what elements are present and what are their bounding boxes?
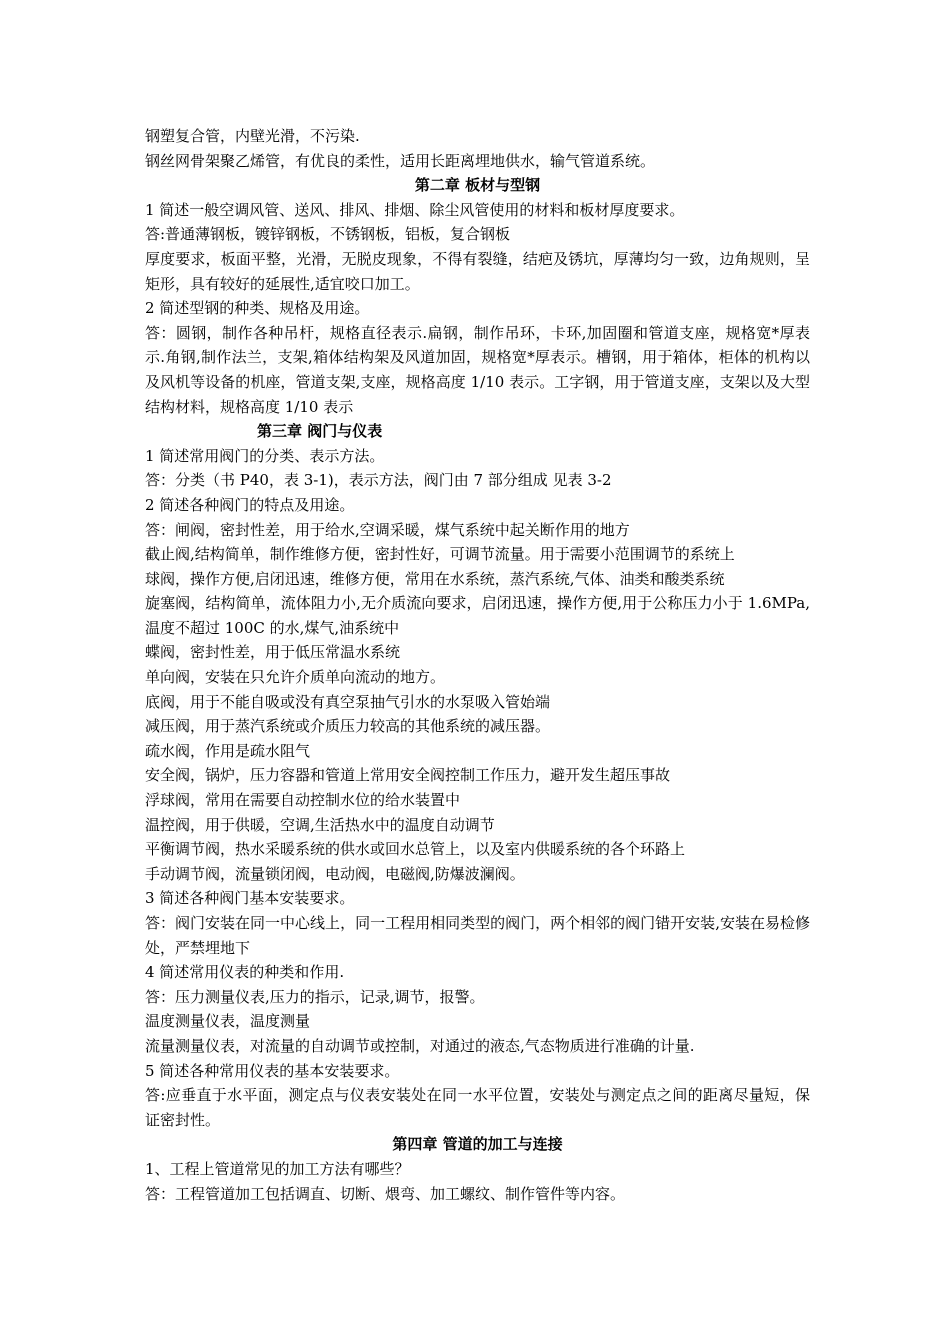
answer: 答：分类（书 P40，表 3-1)，表示方法，阀门由 7 部分组成 见表 3-2 — [145, 471, 612, 490]
answer: 答：闸阀，密封性差，用于给水,空调采暖，煤气系统中起关断作用的地方 — [145, 520, 630, 539]
answer-paragraph: 厚度要求，板面平整，光滑，无脱皮现象，不得有裂缝，结疤及锈坑，厚薄均匀一致，边角规则，呈矩形，具有较好的延展性,适宜咬口加工。 — [145, 249, 810, 293]
valve-item: 温控阀，用于供暖，空调,生活热水中的温度自动调节 — [145, 815, 495, 834]
question: 1、工程上管道常见的加工方法有哪些？ — [145, 1159, 410, 1178]
valve-item: 单向阀，安装在只允许介质单向流动的地方。 — [145, 668, 446, 687]
question: 2 简述型钢的种类、规格及用途。 — [145, 299, 370, 318]
valve-item: 平衡调节阀，热水采暖系统的供水或回水总管上，以及室内供暖系统的各个环路上 — [145, 840, 686, 859]
text-line: 温度测量仪表，温度测量 — [145, 1012, 311, 1031]
valve-item: 蝶阀，密封性差，用于低压常温水系统 — [145, 643, 401, 662]
question: 2 简述各种阀门的特点及用途。 — [145, 495, 355, 514]
question: 1 简述常用阀门的分类、表示方法。 — [145, 446, 385, 465]
answer: 答：压力测量仪表,压力的指示，记录,调节，报警。 — [145, 987, 485, 1006]
chapter-2-heading: 第二章 板材与型钢 — [414, 176, 541, 195]
document-body — [145, 124, 810, 1206]
valve-item: 减压阀，用于蒸汽系统或介质压力较高的其他系统的减压器。 — [145, 717, 551, 736]
text-line: 钢塑复合管，内壁光滑，不污染. — [145, 127, 360, 145]
question: 3 简述各种阀门基本安装要求。 — [145, 889, 355, 908]
answer-paragraph: 答:应垂直于水平面，测定点与仪表安装处在同一水平位置，安装处与测定点之间的距离尽量短，保证密封性。 — [145, 1086, 810, 1129]
valve-item: 球阀，操作方便,启闭迅速，维修方便，常用在水系统，蒸汽系统,气体、油类和酸类系统 — [145, 569, 725, 588]
valve-item: 疏水阀，作用是疏水阻气 — [145, 741, 311, 760]
valve-item: 浮球阀，常用在需要自动控制水位的给水装置中 — [145, 791, 461, 810]
chapter-4-heading: 第四章 管道的加工与连接 — [392, 1135, 563, 1154]
question: 1 简述一般空调风管、送风、排风、排烟、除尘风管使用的材料和板材厚度要求。 — [145, 200, 685, 219]
text-line: 流量测量仪表，对流量的自动调节或控制，对通过的液态,气态物质进行准确的计量. — [145, 1036, 695, 1055]
answer-paragraph: 答：圆钢，制作各种吊杆，规格直径表示.扁钢，制作吊环，卡环,加固圈和管道支座，规格宽*厚表示.角钢,制作法兰，支架,箱体结构架及风道加固，规格宽*厚表示。槽钢，用于箱体，柜体的机构以及风机等设备的机座，管道支架,支座，规格高度 1/10 表示。工字钢，用于管道支座，支架以及大型结构材料，规格高度 1/10 表示 — [145, 323, 810, 416]
valve-item: 旋塞阀，结构简单，流体阻力小,无介质流向要求，启闭迅速，操作方便,用于公称压力小于 1.6MPa,温度不超过 100C 的水,煤气,油系统中 — [145, 594, 810, 637]
text-line: 钢丝网骨架聚乙烯管，有优良的柔性，适用长距离埋地供水，输气管道系统。 — [145, 151, 656, 170]
question: 4 简述常用仪表的种类和作用. — [145, 963, 345, 982]
valve-item: 安全阀，锅炉，压力容器和管道上常用安全阀控制工作压力，避开发生超压事故 — [145, 766, 671, 785]
answer: 答：工程管道加工包括调直、切断、煨弯、加工螺纹、制作管件等内容。 — [145, 1184, 626, 1203]
valve-item: 手动调节阀，流量锁闭阀，电动阀，电磁阀,防爆波澜阀。 — [145, 864, 525, 883]
answer-paragraph: 答：阀门安装在同一中心线上，同一工程用相同类型的阀门，两个相邻的阀门错开安装,安装在易检修处，严禁埋地下 — [145, 914, 810, 957]
question: 5 简述各种常用仪表的基本安装要求。 — [145, 1061, 400, 1080]
chapter-3-heading: 第三章 阀门与仪表 — [257, 422, 383, 441]
answer: 答:普通薄钢板，镀锌钢板，不锈钢板，铝板，复合钢板 — [145, 225, 511, 244]
valve-item: 底阀，用于不能自吸或没有真空泵抽气引水的水泵吸入管始端 — [145, 692, 551, 711]
valve-item: 截止阀,结构简单，制作维修方便，密封性好，可调节流量。用于需要小范围调节的系统上 — [145, 545, 735, 564]
